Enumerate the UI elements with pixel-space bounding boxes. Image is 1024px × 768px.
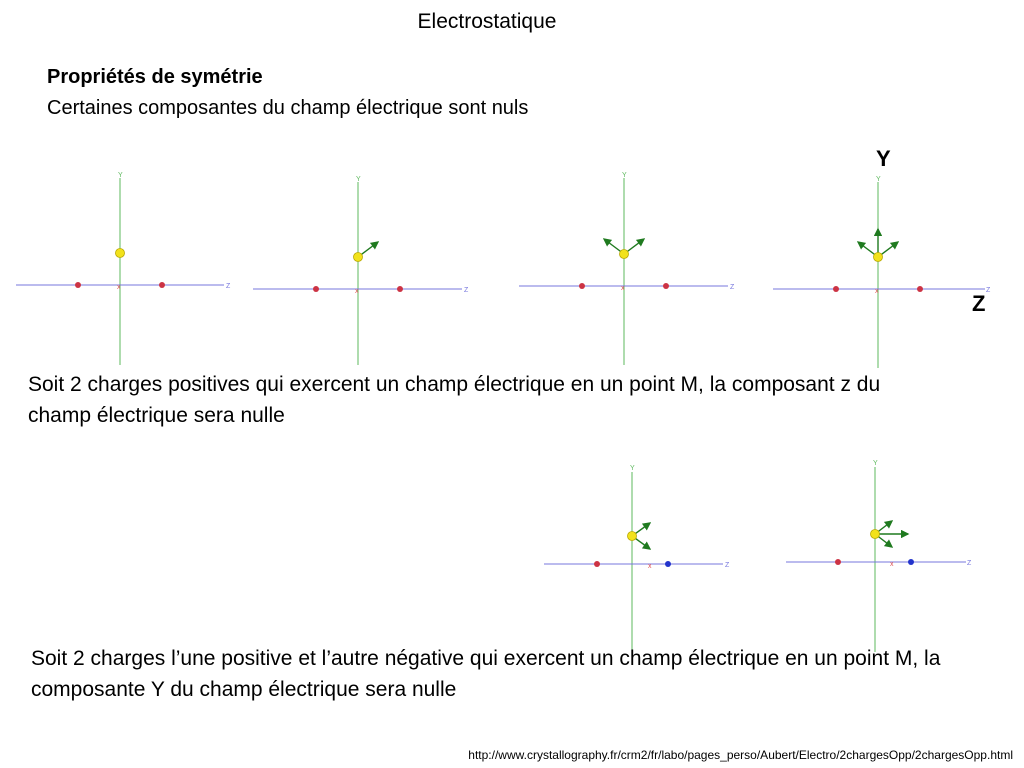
positive-charge <box>579 283 585 289</box>
paragraph-opposite-charges: Soit 2 charges l’une positive et l’autre négative qui exercent un champ électrique en un point M, la composante Y du champ électrique sera nulle <box>31 647 941 701</box>
positive-charge <box>159 282 165 288</box>
diagram-2 <box>253 176 469 365</box>
slide-title: Electrostatique <box>417 10 557 33</box>
z-axis-label: Z <box>730 284 735 291</box>
positive-charge <box>594 561 600 567</box>
negative-charge <box>908 559 914 565</box>
point-m <box>874 253 883 262</box>
diagram-1 <box>16 172 231 365</box>
positive-charge <box>397 286 403 292</box>
origin-mark: x <box>117 284 121 291</box>
y-axis-label: Y <box>630 465 635 472</box>
z-axis-label: Z <box>967 560 972 567</box>
positive-charge <box>917 286 923 292</box>
z-axis-label: Z <box>464 287 469 294</box>
paragraph-positive-charges: Soit 2 charges positives qui exercent un champ électrique en un point M, la composant z du champ électrique sera nulle <box>28 373 881 427</box>
positive-charge <box>313 286 319 292</box>
section-subheading: Certaines composantes du champ électrique sont nuls <box>47 97 529 119</box>
origin-mark: x <box>621 285 625 292</box>
diagram-3 <box>519 172 735 365</box>
section-heading: Propriétés de symétrie <box>47 66 263 88</box>
z-axis-label: Z <box>725 562 730 569</box>
point-m <box>620 250 629 259</box>
diagram-5 <box>544 465 730 652</box>
origin-mark: x <box>355 288 359 295</box>
point-m <box>871 530 880 539</box>
y-axis-label: Y <box>356 176 361 183</box>
point-m <box>628 532 637 541</box>
positive-charge <box>75 282 81 288</box>
negative-charge <box>665 561 671 567</box>
origin-mark: x <box>648 563 652 570</box>
origin-mark: x <box>875 288 879 295</box>
positive-charge <box>835 559 841 565</box>
diagram-4 <box>773 146 991 368</box>
point-m <box>116 249 125 258</box>
z-axis-label: Z <box>226 283 231 290</box>
z-axis-label: Z <box>986 287 991 294</box>
source-url: http://www.crystallography.fr/crm2/fr/labo/pages_perso/Aubert/Electro/2chargesOpp/2chargesOpp.html <box>468 748 1013 762</box>
y-axis-label: Y <box>622 172 627 179</box>
big-y-axis-letter: Y <box>876 146 891 171</box>
y-axis-label: Y <box>876 176 881 183</box>
y-axis-label: Y <box>118 172 123 179</box>
big-z-axis-letter: Z <box>972 291 986 316</box>
diagram-6 <box>786 460 972 652</box>
positive-charge <box>663 283 669 289</box>
origin-mark: x <box>890 561 894 568</box>
y-axis-label: Y <box>873 460 878 467</box>
positive-charge <box>833 286 839 292</box>
point-m <box>354 253 363 262</box>
